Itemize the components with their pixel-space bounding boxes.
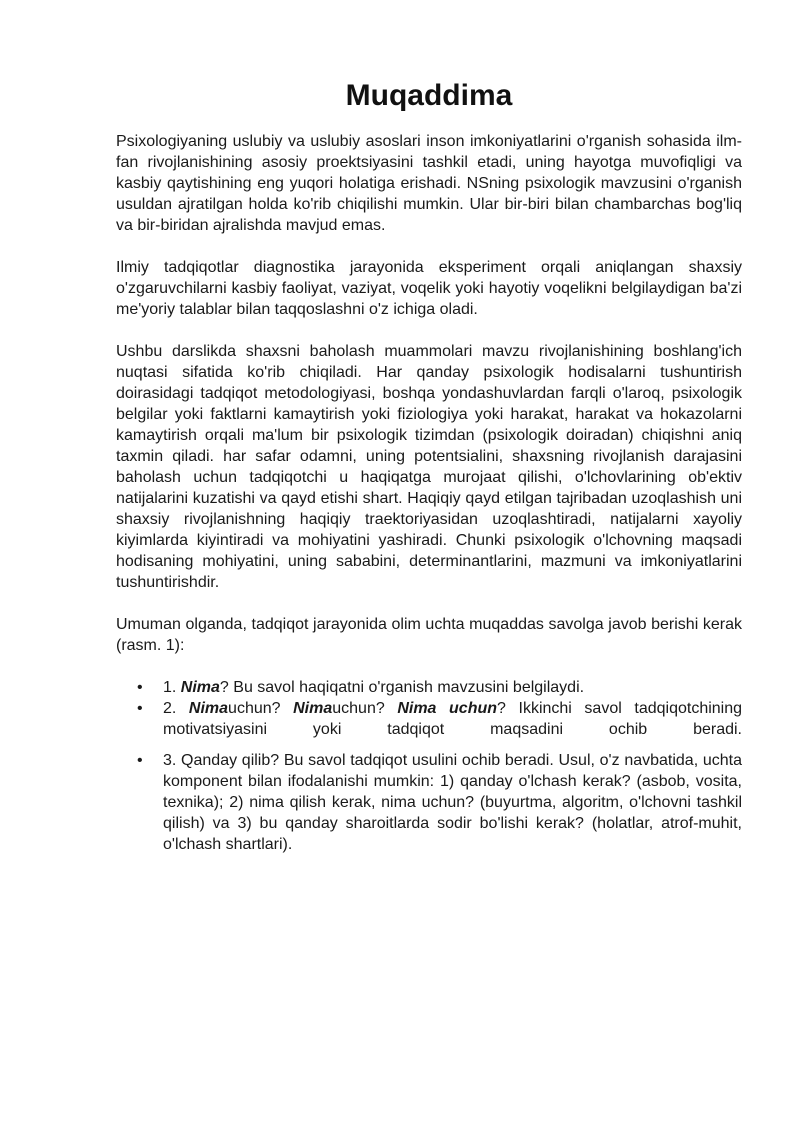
paragraph-questions-intro: Umuman olganda, tadqiqot jarayonida olim uchta muqaddas savolga javob berishi kerak (rasm. 1): (116, 616, 742, 654)
list-item-number: 1. (163, 679, 181, 696)
emphasis-word: Nima (188, 700, 229, 717)
emphasis-word: Nima (293, 700, 333, 717)
page-title: Muqaddima (345, 79, 513, 112)
list-item-text: ? Ikkinchi savol (497, 700, 622, 717)
list-item-how (163, 750, 742, 855)
list-item-why (163, 698, 742, 740)
list-item-text: tadqiqotchining motivatsiyasini yoki tadqiqot maqsadini ochib beradi. (163, 700, 743, 738)
list-item-number: 2. (163, 700, 189, 717)
questions-list (116, 677, 742, 855)
list-item-text: 3. Qanday qilib? Bu savol tadqiqot usulini ochib beradi. Usul, o'z navbatida, uchta komponent bilan ifodalanishi mumkin: 1) qanday o'lchash kerak? (asbob, vosita, texnika); 2) nima qilish kerak, nima uchun? (buyurtma, algoritm, o'lchovni tashkil qilish) va 3) bu qanday sharoitlarda sodir bo'lishi kerak? (holatlar, atrof-muhit, o'lchash shartlari). (163, 752, 742, 853)
paragraph-assessment: Ushbu darslikda shaxsni baholash muammolari mavzu rivojlanishining boshlang'ich nuqtasi sifatida ko'rib chiqiladi. Har qanday psixologik hodisalarni tushuntirish doirasidagi tadqiqot metodologiyasi, boshqa yondashuvlardan farqli o'laroq, psixologik belgilar yoki faktlarni kamaytirish yoki fiziologiya yoki harakat, harakat va hokazolarni kamaytirish orqali ma'lum bir psixologik tizimdan (psixologik doiradan) chiqishni aniq taxmin qiladi. har safar odamni, uning potentsialini, shaxsning rivojlanish darajasini baholash uchun tadqiqotchi u haqiqatga murojaat qilishi, o'lchovlarining ob'ektiv natijalarini kuzatishi va qayd etishi shart. Haqiqiy qayd etilgan tajribadan uzoqlashish uni shaxsiy rivojlanishning haqiqiy traektoriyasidan uzoqlashtiradi, natijalarni xayoliy kiyimlarda kiyintiradi va mohiyatini yashiradi. Chunki psixologik o'lchovning maqsadi hodisaning mohiyatini, uning sababini, determinantlarini, mazmuni va imkoniyatlarini tushuntirishdir. (116, 343, 742, 591)
list-item-what (163, 677, 742, 698)
paragraph-methodology: Psixologiyaning uslubiy va uslubiy asoslari inson imkoniyatlarini o'rganish sohasida ilm-fan rivojlanishining asosiy proektsiyasini tashkil etadi, uning hayotga muvofiqligi va kasbiy qaytishining eng yuqori holatiga erishadi. NSning psixologik mavzusini o'rganish usuldan ajratilgan holda ko'rib chiqilishi mumkin. Ular bir-biri bilan chambarchas bog'liq va bir-biridan ajralishda mavjud emas. (116, 133, 742, 234)
document-page (116, 78, 742, 855)
paragraph-research: Ilmiy tadqiqotlar diagnostika jarayonida eksperiment orqali aniqlangan shaxsiy o'zgaruvchilarni kasbiy faoliyat, vaziyat, voqelik yoki hayotiy voqelikni belgilaydigan ba'zi me'yoriy talablar bilan taqqoslashni o'z ichiga oladi. (116, 259, 742, 318)
list-item-text: uchun? (228, 700, 294, 717)
emphasis-word: Nima (180, 679, 220, 696)
list-item-text: uchun? (332, 700, 398, 717)
list-item-text: ? Bu savol haqiqatni o'rganish mavzusini belgilaydi. (219, 679, 585, 696)
emphasis-phrase: Nima uchun (397, 700, 498, 717)
